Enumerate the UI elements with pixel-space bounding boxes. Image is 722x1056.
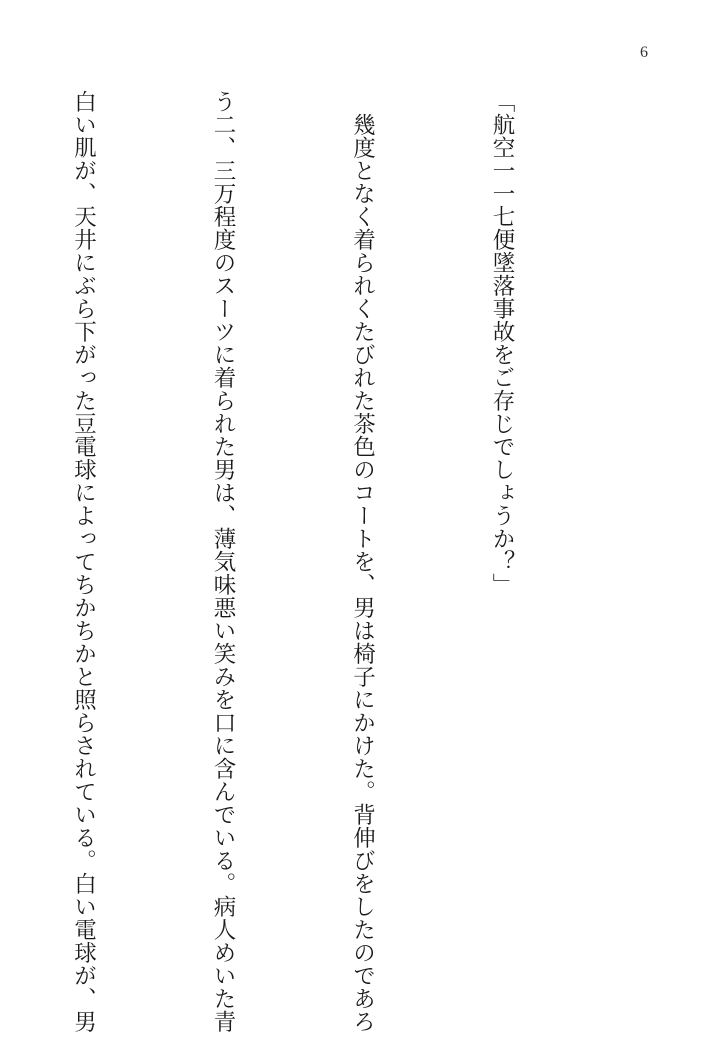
text-line: う二、三万程度のスーツに着られた男は、薄気味悪い笑みを口に含んでいる。病人めいた青	[210, 90, 236, 1033]
text-line: 「航空一一七便墜落事故をご存じでしょうか？」	[489, 90, 515, 596]
text-line: 白い肌が、天井にぶら下がった豆電球によってちかちかと照らされている。白い電球が、男	[70, 90, 97, 1033]
text-line: 幾度となく着られくたびれた茶色のコートを、男は椅子にかけた。背伸びをしたのであろ	[349, 90, 376, 1033]
page-number: 6	[640, 44, 648, 61]
body-text	[0, 90, 618, 1033]
